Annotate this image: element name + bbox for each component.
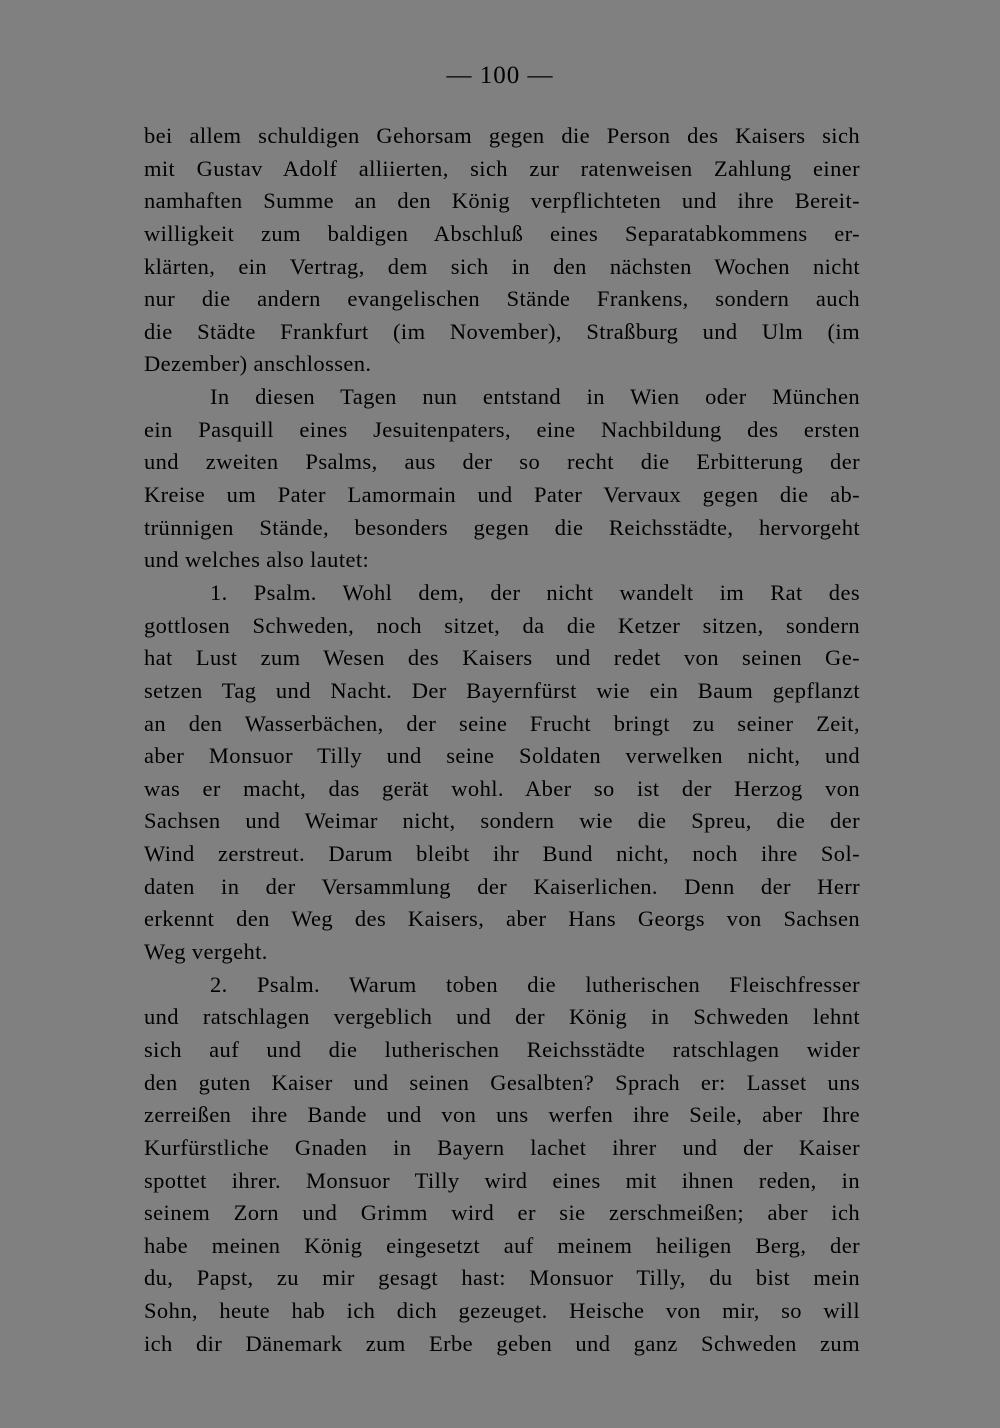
text-line: aber Monsuor Tilly und seine Soldaten verwelken nicht, und (144, 743, 860, 769)
text-line: spottet ihrer. Monsuor Tilly wird eines mit ihnen reden, in (144, 1167, 860, 1193)
text-line: bei allem schuldigen Gehorsam gegen die Person des Kaisers sich (144, 123, 860, 148)
text-line: daten in der Versammlung der Kaiserlichen. Denn der Herr (144, 873, 860, 899)
text-line: den guten Kaiser und seinen Gesalbten? Sprach er: Lasset uns (144, 1069, 860, 1095)
text-line: nur die andern evangelischen Stände Frankens, sondern auch (144, 286, 860, 312)
text-line: setzen Tag und Nacht. Der Bayernfürst wie ein Baum gepflanzt (144, 677, 860, 703)
text-line: Sohn, heute hab ich dich gezeuget. Heische von mir, so will (144, 1298, 860, 1324)
text-line: erkennt den Weg des Kaisers, aber Hans Georgs von Sachsen (144, 906, 860, 932)
text-line: an den Wasserbächen, der seine Frucht bringt zu seiner Zeit, (144, 710, 860, 736)
body-text (144, 120, 860, 1360)
text-line: die Städte Frankfurt (im November), Straßburg und Ulm (im (144, 318, 860, 344)
text-line: du, Papst, zu mir gesagt hast: Monsuor Tilly, du bist mein (144, 1265, 860, 1291)
text-line: trünnigen Stände, besonders gegen die Reichsstädte, hervorgeht (144, 514, 860, 540)
text-line: ein Pasquill eines Jesuitenpaters, eine Nachbildung des ersten (144, 416, 860, 442)
text-line: hat Lust zum Wesen des Kaisers und redet von seinen Ge- (144, 645, 860, 671)
text-line: In diesen Tagen nun entstand in Wien oder München (210, 384, 860, 410)
text-line: Wind zerstreut. Darum bleibt ihr Bund nicht, noch ihre Sol- (144, 841, 860, 867)
text-line: mit Gustav Adolf alliierten, sich zur ratenweisen Zahlung einer (144, 155, 860, 181)
text-line: und ratschlagen vergeblich und der König in Schweden lehnt (144, 1004, 860, 1030)
text-line: sich auf und die lutherischen Reichsstädte ratschlagen wider (144, 1036, 860, 1062)
text-line: 1. Psalm. Wohl dem, der nicht wandelt im Rat des (210, 579, 860, 605)
text-line: seinem Zorn und Grimm wird er sie zerschmeißen; aber ich (144, 1200, 860, 1226)
text-line: Dezember) anschlossen. (144, 351, 372, 377)
text-line: namhaften Summe an den König verpflichteten und ihre Bereit- (144, 188, 860, 214)
text-line: Kurfürstliche Gnaden in Bayern lachet ihrer und der Kaiser (144, 1134, 860, 1160)
text-line: zerreißen ihre Bande und von uns werfen ihre Seile, aber Ihre (144, 1102, 860, 1128)
text-line: ich dir Dänemark zum Erbe geben und ganz Schweden zum (144, 1330, 860, 1356)
text-line: gottlosen Schweden, noch sitzet, da die Ketzer sitzen, sondern (144, 612, 860, 638)
text-line: willigkeit zum baldigen Abschluß eines Separatabkommens er- (144, 220, 860, 246)
text-line: Weg vergeht. (144, 939, 268, 965)
page-number: — 100 — (446, 62, 554, 89)
text-line: Sachsen und Weimar nicht, sondern wie die Spreu, die der (144, 808, 860, 834)
text-line: klärten, ein Vertrag, dem sich in den nächsten Wochen nicht (144, 253, 860, 279)
text-line: 2. Psalm. Warum toben die lutherischen Fleischfresser (210, 971, 860, 997)
text-line: und zweiten Psalms, aus der so recht die Erbitterung der (144, 449, 860, 475)
text-line: und welches also lautet: (144, 547, 370, 573)
text-line: was er macht, das gerät wohl. Aber so ist der Herzog von (144, 775, 860, 801)
text-line: Kreise um Pater Lamormain und Pater Vervaux gegen die ab- (144, 482, 860, 508)
text-line: habe meinen König eingesetzt auf meinem heiligen Berg, der (144, 1232, 860, 1258)
